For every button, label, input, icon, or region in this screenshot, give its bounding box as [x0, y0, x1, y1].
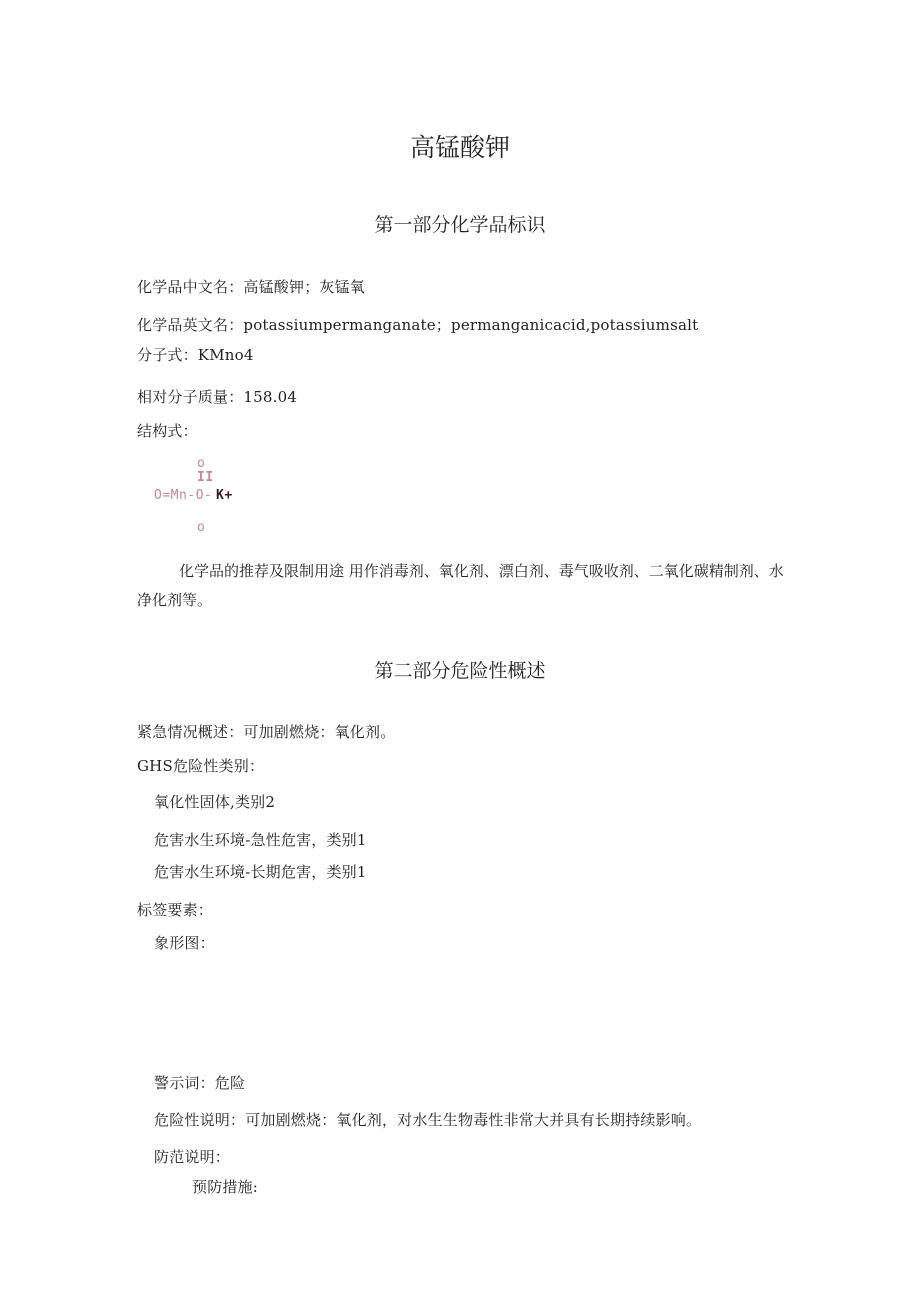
structure-label: 结构式： [137, 422, 198, 440]
structure-top-oxygen: o [197, 456, 206, 471]
ghs-item: 氧化性固体,类别2 [154, 793, 276, 811]
structure-bottom-oxygen: o [197, 520, 206, 535]
pictogram-label: 象形图： [154, 934, 215, 952]
hazard-statement: 危险性说明：可加剧燃烧：氧化剂，对水生生物毒性非常大并具有长期持续影响。 [154, 1111, 702, 1129]
recommended-usage: 化学品的推荐及限制用途 用作消毒剂、氧化剂、漂白剂、毒气吸收剂、二氧化碳精制剂、水净化剂等。 [137, 562, 784, 609]
molecular-formula: 分子式：KMno4 [137, 346, 254, 364]
precautionary-statement: 防范说明： [154, 1148, 231, 1166]
ghs-category-label: GHS危险性类别： [137, 757, 265, 775]
document-title: 高锰酸钾 [409, 133, 510, 162]
section-heading-hazard-overview: 第二部分危险性概述 [374, 660, 546, 682]
emergency-overview: 紧急情况概述：可加剧燃烧：氧化剂。 [137, 723, 396, 741]
ghs-item: 危害水生环境-长期危害，类别1 [154, 863, 367, 881]
structure-double-bond: II [197, 470, 214, 485]
ghs-item: 危害水生环境-急性危害，类别1 [154, 831, 367, 849]
structure-main-chain: O=Mn-O- [154, 488, 213, 503]
label-elements: 标签要素： [137, 901, 214, 919]
signal-word: 警示词：危险 [154, 1074, 246, 1092]
structure-potassium-ion: K+ [216, 488, 233, 503]
prevention-measures: 预防措施: [192, 1178, 259, 1196]
molecular-mass: 相对分子质量：158.04 [137, 388, 298, 406]
english-name: 化学品英文名：potassiumpermanganate；permanganicacid,potassiumsalt [137, 316, 699, 334]
section-heading-identification: 第一部分化学品标识 [374, 214, 546, 236]
chinese-name: 化学品中文名：高锰酸钾；灰锰氧 [137, 278, 366, 296]
